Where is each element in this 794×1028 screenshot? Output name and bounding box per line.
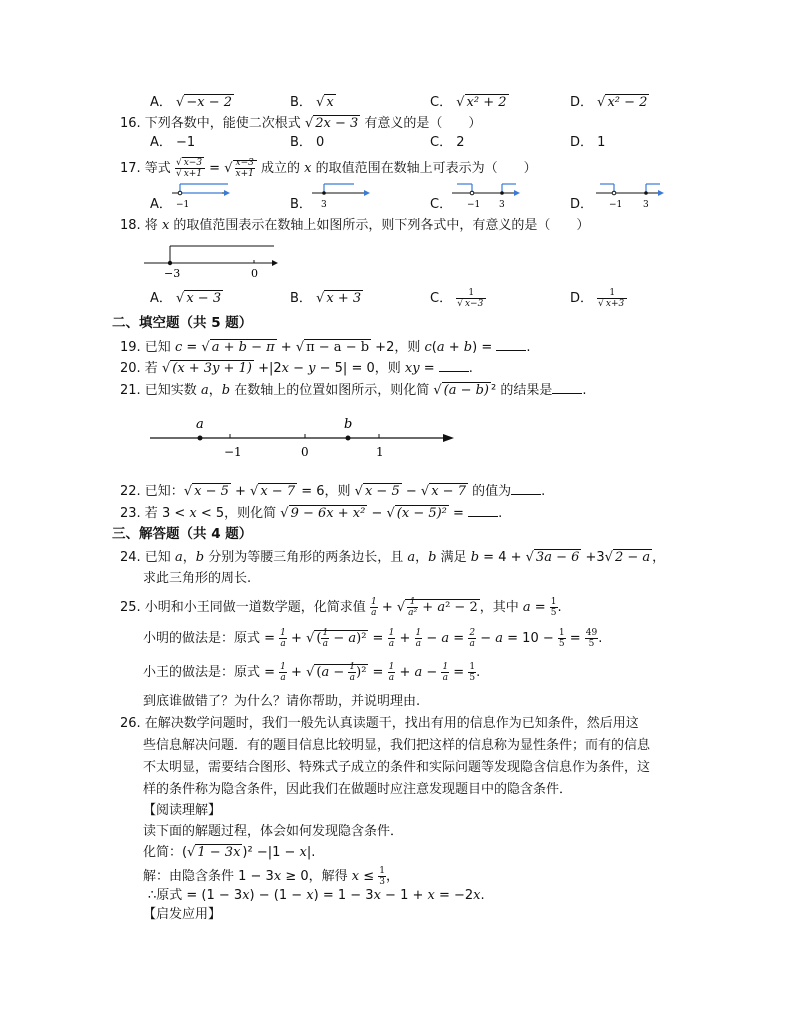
q25-xiaoming: 小明的做法是：原式 = $\frac{1}{a}$ + √ ( $\frac{1}{a}$ − a)² = $\frac{1}{a}$ + $\frac{1}{a}$ − a = $\frac{2}{a}$ − a = 10 − $\frac{1}{5}$ = $\frac{49}{5}$ . bbox=[143, 628, 603, 649]
q17-c-number-line bbox=[452, 180, 522, 210]
q17-option-b-label: B． bbox=[290, 197, 312, 212]
q26-para-line1: 26. 在解决数学问题时，我们一般先认真读题干，找出有用的信息作为已知条件，然后用这 bbox=[120, 716, 639, 731]
q18-option-b: B． √ x + 3 bbox=[290, 291, 362, 306]
q21-tick-neg1: −1 bbox=[224, 445, 242, 459]
q18-option-d: D． $\frac{1}{√ x+3}$ bbox=[570, 288, 627, 309]
q26-heading-reading: 【阅读理解】 bbox=[143, 803, 222, 818]
q17-option-a-label: A． bbox=[150, 197, 172, 212]
q16-option-b: B． 0 bbox=[290, 135, 325, 150]
section-fill-in-heading: 二、填空题（共 5 题） bbox=[112, 315, 253, 331]
q26-para-line2: 些信息解决问题．有的题目信息比较明显，我们把这样的信息称为显性条件；而有的信息 bbox=[143, 738, 651, 753]
q18-option-c: C． $\frac{1}{√ x-3}$ bbox=[430, 288, 486, 309]
q16-option-c: C． 2 bbox=[430, 135, 465, 150]
q17-b-number-line bbox=[312, 180, 372, 210]
q21-point-a-label: a bbox=[196, 417, 204, 432]
q17-d-tick-1: −1 bbox=[609, 200, 623, 210]
q21-tick-0: 0 bbox=[301, 445, 309, 459]
q15-option-a: A． √ −x − 2 bbox=[150, 95, 232, 110]
q16-option-d: D． 1 bbox=[570, 135, 606, 150]
q18-number-line bbox=[144, 240, 284, 280]
q15-option-a-expr: √ −x − 2 bbox=[176, 95, 232, 110]
q24-line1: 24. 已知 a，b 分别为等腰三角形的两条边长，且 a，b 满足 b = 4 + √ 3a − 6 +3√ 2 − a ， bbox=[120, 550, 666, 565]
q20: 20. 若 √ (x + 3y + 1) +|2x − y − 5| = 0，则 xy = . bbox=[120, 361, 473, 376]
q21-tick-1: 1 bbox=[376, 445, 384, 459]
q17-option-c-label: C． bbox=[430, 197, 453, 212]
q17-c-tick-1: −1 bbox=[467, 200, 481, 210]
q26-para-line3: 不太明显，需要结合图形、特殊式子成立的条件和实际问题等发现隐含信息作为条件，这 bbox=[143, 760, 651, 775]
q26-heading-apply: 【启发应用】 bbox=[143, 907, 222, 922]
q25-xiaowang: 小王的做法是：原式 = $\frac{1}{a}$ + √ (a − $\frac{1}{a}$ )² = $\frac{1}{a}$ + a − $\frac{1}{a}$ = $\frac{1}{5}$ . bbox=[143, 662, 481, 683]
q26-reading-line3: 解：由隐含条件 1 − 3x ≥ 0，解得 x ≤ $\frac{1}{3}$ ， bbox=[143, 866, 400, 887]
q18-tick-neg3: −3 bbox=[164, 267, 181, 280]
section-answer-heading: 三、解答题（共 4 题） bbox=[112, 526, 253, 542]
q23: 23. 若 3 < x < 5，则化简 √ 9 − 6x + x² − √ (x − 5)² = . bbox=[120, 506, 503, 521]
q19: 19. 已知 c = √ a + b − π + √ π − a − b +2，则 c(a + b) = . bbox=[120, 340, 531, 355]
q17-d-tick-2: 3 bbox=[643, 200, 649, 210]
q24-line2: 求此三角形的周长. bbox=[143, 571, 252, 586]
q25-question: 到底谁做错了？为什么？请你帮助，并说明理由. bbox=[143, 694, 421, 709]
q26-reading-line4: ∴原式 = (1 − 3x) − (1 − x) = 1 − 3x − 1 + x = −2x. bbox=[148, 888, 485, 903]
q21-stem: 21. 已知实数 a，b 在数轴上的位置如图所示，则化简 √ (a − b) ² 的结果是 . bbox=[120, 383, 587, 398]
q16-stem: 16. 下列各数中，能使二次根式 √ 2x − 3 有意义的是（ ） bbox=[120, 116, 482, 131]
q18-option-a: A． √ x − 3 bbox=[150, 291, 222, 306]
q17-a-tick: −1 bbox=[176, 200, 190, 210]
q15-option-d: D． √ x² − 2 bbox=[570, 95, 648, 110]
q15-option-c: C． √ x² + 2 bbox=[430, 95, 507, 110]
q18-stem: 18. 将 x 的取值范围表示在数轴上如图所示，则下列各式中，有意义的是（ ） bbox=[120, 218, 590, 233]
q26-reading-line1: 读下面的解题过程，体会如何发现隐含条件． bbox=[143, 824, 404, 839]
q25-line1: 25. 小明和小王同做一道数学题，化简求值 $\frac{1}{a}$ + √ $\frac{1}{\text{a²}}$ + a² − 2 ，其中 a = $\frac{1}{5}$ . bbox=[120, 597, 562, 618]
q21-point-b-label: b bbox=[344, 417, 353, 432]
q17-c-tick-2: 3 bbox=[499, 200, 505, 210]
q17-option-d-label: D． bbox=[570, 197, 594, 212]
q17-a-number-line bbox=[172, 180, 232, 210]
q16-option-a: A． −1 bbox=[150, 135, 196, 150]
q26-para-line4: 样的条件称为隐含条件，因此我们在做题时应注意发现题目中的隐含条件． bbox=[143, 782, 573, 797]
q17-b-tick: 3 bbox=[321, 200, 327, 210]
q22: 22. 已知：√ x − 5 + √ x − 7 = 6，则 √ x − 5 − √ x − 7 的值为 . bbox=[120, 484, 546, 499]
q26-reading-line2: 化简：(√ 1 − 3x )² −|1 − x|. bbox=[143, 845, 316, 860]
q17-stem: 17. 等式 $\frac{√ x-3}{√ x+1}$ = √ $\frac{x-3}{x+1}$ 成立的 x 的取值范围在数轴上可表示为（ ） bbox=[120, 158, 537, 179]
q17-d-number-line bbox=[596, 180, 666, 210]
q15-option-b: B． √ x bbox=[290, 95, 334, 110]
q21-number-line bbox=[150, 414, 460, 460]
q18-tick-0: 0 bbox=[251, 267, 258, 280]
